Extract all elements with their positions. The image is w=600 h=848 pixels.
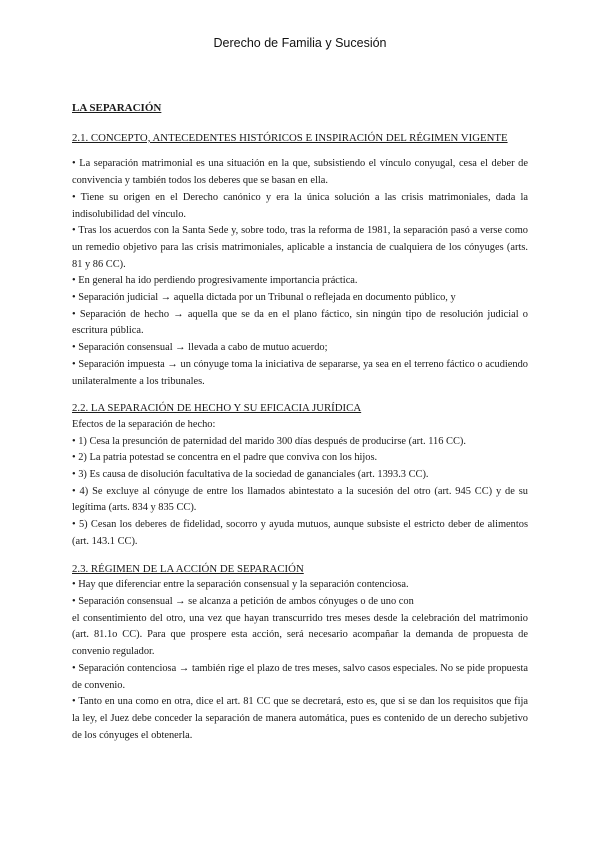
section-intro: Efectos de la separación de hecho: <box>72 418 216 430</box>
section-1-title: 2.1. CONCEPTO, ANTECEDENTES HISTÓRICOS E INSPIRACIÓN DEL RÉGIMEN VIGENTE <box>72 131 508 144</box>
paragraph: • Tanto en una como en otra, dice el art. 81 CC que se decretará, esto es, que si se dan los requisitos que fija la ley, el Juez debe conceder la separación de manera automática, pues es contenido de un derecho subjetivo de los cónyuges el obtenerla. <box>72 696 528 741</box>
paragraph: • Separación consensual → se alcanza a petición de ambos cónyuges o de uno con <box>72 595 414 607</box>
section-3-title: 2.3. RÉGIMEN DE LA ACCIÓN DE SEPARACIÓN <box>72 562 304 575</box>
document-body <box>72 100 528 744</box>
paragraph: • En general ha ido perdiendo progresivamente importancia práctica. <box>72 275 358 287</box>
paragraph: • 3) Es causa de disolución facultativa de la sociedad de gananciales (art. 1393.3 CC). <box>72 469 429 481</box>
paragraph: • 2) La patria potestad se concentra en el padre que conviva con los hijos. <box>72 452 378 464</box>
paragraph: • Hay que diferenciar entre la separación consensual y la separación contenciosa. <box>72 579 409 591</box>
section-2-title: 2.2. LA SEPARACIÓN DE HECHO Y SU EFICACIA JURÍDICA <box>72 402 362 415</box>
paragraph: el consentimiento del otro, una vez que hayan transcurrido tres meses desde la celebración del matrimonio (art. 81.1o CC). Para que prospere esta acción, será necesario acompañar la demanda de propuesta de convenio regulador. <box>72 612 528 658</box>
paragraph: • Separación consensual → llevada a cabo de mutuo acuerdo; <box>72 342 328 354</box>
main-title: LA SEPARACIÓN <box>72 102 162 114</box>
paragraph: • 5) Cesan los deberes de fidelidad, socorro y ayuda mutuos, aunque subsiste el estricto deber de alimentos (art. 143.1 CC). <box>72 519 528 547</box>
paragraph: • La separación matrimonial es una situación en la que, subsistiendo el vínculo conyugal, cesa el deber de convivencia y también todos los deberes que se basan en ella. <box>72 158 528 187</box>
paragraph: • Tras los acuerdos con la Santa Sede y, sobre todo, tras la reforma de 1981, la separación pasó a verse como un remedio objetivo para las crisis matrimoniales, aplicable a instancia de cualquiera de los cónyuges (arts. 81 y 86 CC). <box>72 225 528 270</box>
paragraph: • Separación judicial → aquella dictada por un Tribunal o reflejada en documento público, y <box>72 292 456 304</box>
paragraph: • 4) Se excluye al cónyuge de entre los llamados abintestato a la sucesión del otro (art. 945 CC) y de su legítima (arts. 834 y 835 CC). <box>72 485 528 514</box>
paragraph: • Separación contenciosa → también rige el plazo de tres meses, salvo casos especiales. No se pide propuesta de convenio. <box>72 662 528 691</box>
paragraph: • 1) Cesa la presunción de paternidad del marido 300 días después de producirse (art. 116 CC). <box>72 435 466 447</box>
paragraph: • Separación de hecho → aquella que se da en el plano fáctico, sin ningún tipo de resolución judicial o escritura pública. <box>72 308 528 337</box>
paragraph: • Tiene su origen en el Derecho canónico y era la única solución a las crisis matrimoniales, dada la indisolubilidad del vínculo. <box>72 191 528 220</box>
page-header: Derecho de Familia y Sucesión <box>213 36 387 50</box>
paragraph: • Separación impuesta → un cónyuge toma la iniciativa de separarse, ya sea en el terreno fáctico o acudiendo unilateralmente a los tribunales. <box>72 358 528 387</box>
